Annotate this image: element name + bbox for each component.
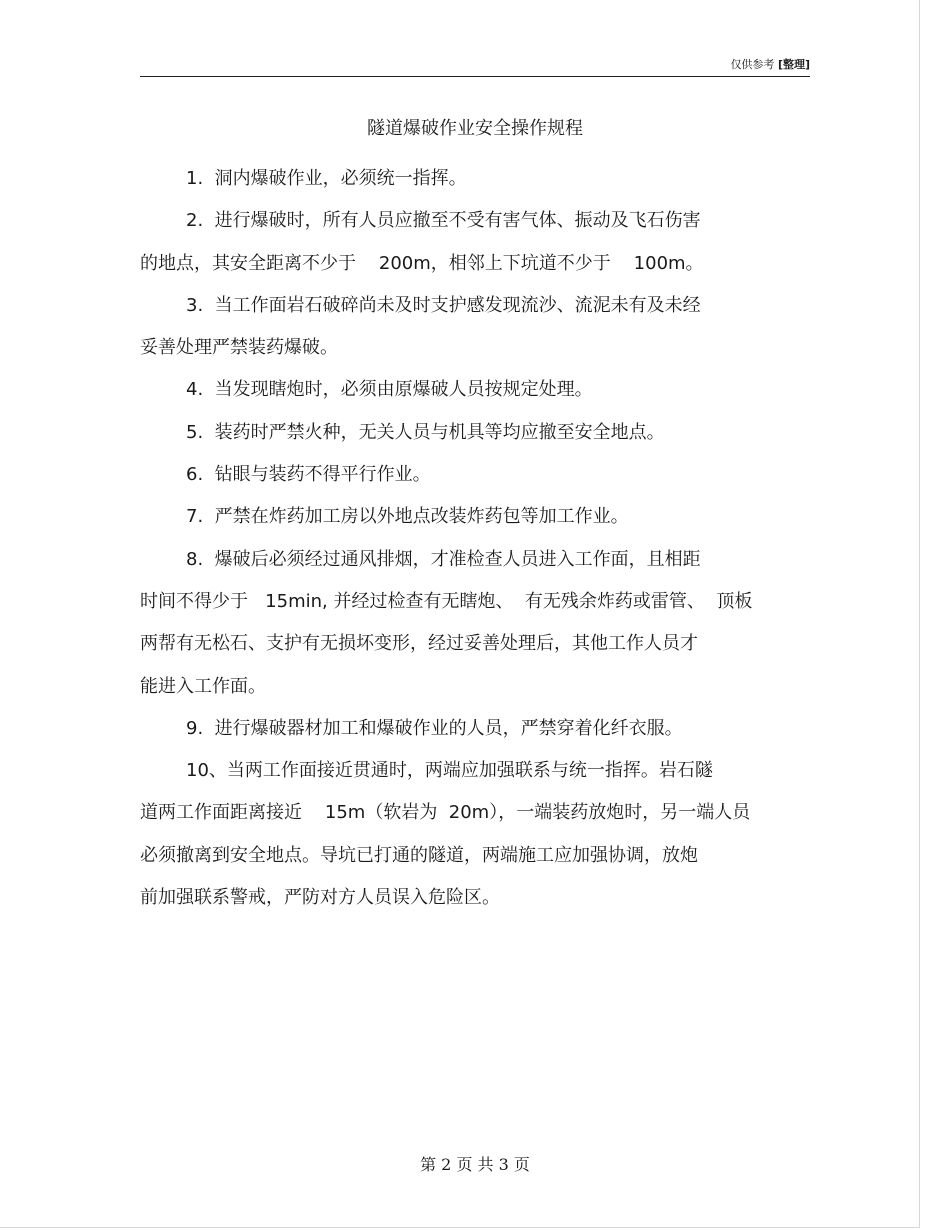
document-body xyxy=(140,158,810,919)
header-tag: [整理] xyxy=(777,58,810,71)
paragraph-line: 8. 爆破后必须经过通风排烟，才准检查人员进入工作面，且相距 xyxy=(186,548,701,570)
paragraph-6 xyxy=(140,454,810,496)
paragraph-3 xyxy=(140,285,810,370)
paragraph-8 xyxy=(140,539,810,708)
paragraph-4 xyxy=(140,369,810,411)
paragraph-line: 10、当两工作面接近贯通时，两端应加强联系与统一指挥。岩石隧 xyxy=(186,760,713,782)
paragraph-line: 5. 装药时严禁火种，无关人员与机具等均应撤至安全地点。 xyxy=(186,421,665,443)
paragraph-line: 2. 进行爆破时，所有人员应撤至不受有害气体、振动及飞石伤害 xyxy=(186,210,701,232)
paragraph-line: 9. 进行爆破器材加工和爆破作业的人员，严禁穿着化纤衣服。 xyxy=(186,717,683,739)
page-header xyxy=(140,56,810,77)
paragraph-line: 两帮有无松石、支护有无损坏变形，经过妥善处理后，其他工作人员才 xyxy=(140,633,698,655)
paragraph-line: 3. 当工作面岩石破碎尚未及时支护感发现流沙、流泥未有及未经 xyxy=(186,294,701,316)
document-title: 隧道爆破作业安全操作规程 xyxy=(367,118,583,139)
paragraph-7 xyxy=(140,496,810,538)
paragraph-9 xyxy=(140,708,810,750)
paragraph-line: 4. 当发现瞎炮时，必须由原爆破人员按规定处理。 xyxy=(186,379,593,401)
paragraph-line: 前加强联系警戒，严防对方人员误入危险区。 xyxy=(140,887,500,909)
paragraph-line: 必须撤离到安全地点。导坑已打通的隧道，两端施工应加强协调，放炮 xyxy=(140,844,698,866)
paragraph-2 xyxy=(140,200,810,285)
paragraph-line: 1. 洞内爆破作业，必须统一指挥。 xyxy=(186,168,467,189)
header-text: 仅供参考 xyxy=(730,58,775,71)
paragraph-5 xyxy=(140,412,810,454)
page-footer: 第 2 页 共 3 页 xyxy=(420,1155,530,1174)
paragraph-line: 时间不得少于 15min, 并经过检查有无瞎炮、 有无残余炸药或雷管、 顶板 xyxy=(140,590,753,612)
paragraph-1 xyxy=(140,158,810,200)
paragraph-line: 道两工作面距离接近 15m（软岩为 20m），一端装药放炮时，另一端人员 xyxy=(140,802,751,824)
paragraph-line: 的地点，其安全距离不少于 200m，相邻上下坑道不少于 100m。 xyxy=(140,252,704,274)
paragraph-line: 妥善处理严禁装药爆破。 xyxy=(140,337,338,359)
paragraph-10 xyxy=(140,750,810,919)
paragraph-line: 7. 严禁在炸药加工房以外地点改装炸药包等加工作业。 xyxy=(186,506,629,528)
paragraph-line: 6. 钻眼与装药不得平行作业。 xyxy=(186,464,431,486)
paragraph-line: 能进入工作面。 xyxy=(140,675,266,697)
